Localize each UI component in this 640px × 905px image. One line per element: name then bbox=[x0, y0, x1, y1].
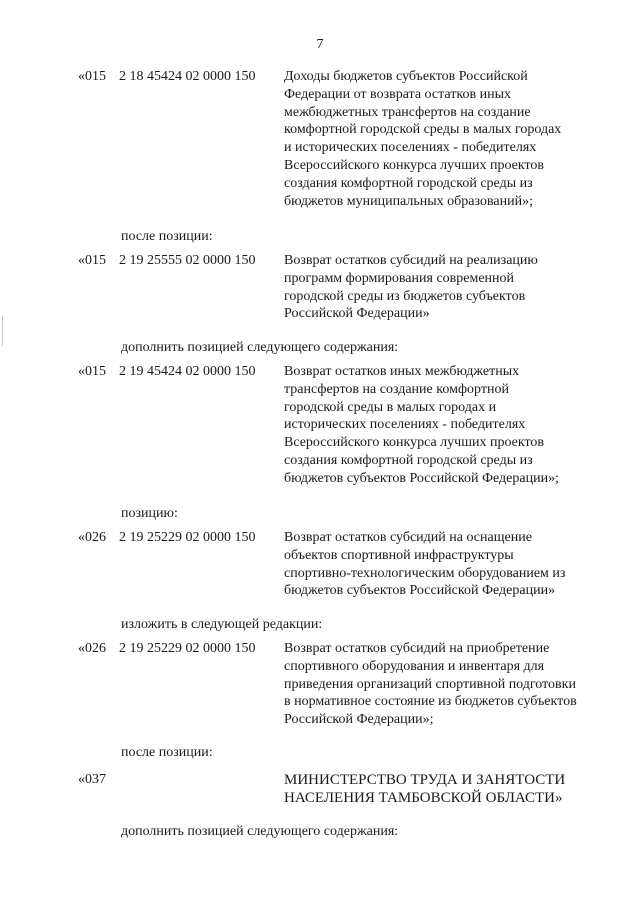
amendment-instruction: дополнить позицией следующего содержания: bbox=[121, 340, 399, 355]
page-number: 7 bbox=[316, 37, 324, 52]
description-line: спортивно-технологическим оборудованием из bbox=[284, 565, 566, 581]
classification-code: 2 19 45424 02 0000 150 bbox=[119, 364, 256, 379]
heading-line: НАСЕЛЕНИЯ ТАМБОВСКОЙ ОБЛАСТИ» bbox=[284, 790, 563, 806]
entry-description bbox=[284, 640, 602, 729]
description-line: программ формирования современной bbox=[284, 270, 515, 286]
chapter-code: «026 bbox=[78, 641, 106, 656]
left-margin-mark bbox=[2, 316, 3, 346]
description-line: Всероссийского конкурса лучших проектов bbox=[284, 435, 545, 451]
description-line: бюджетов муниципальных образований»; bbox=[284, 193, 533, 209]
description-line: бюджетов субъектов Российской Федерации» bbox=[284, 583, 556, 599]
description-line: городской среды в малых городах и bbox=[284, 399, 497, 415]
entry-description bbox=[284, 68, 602, 210]
description-line: в нормативное состояние из бюджетов субъектов bbox=[284, 694, 577, 710]
description-line: Российской Федерации»; bbox=[284, 712, 434, 728]
entry-description bbox=[284, 529, 602, 600]
chapter-code: «026 bbox=[78, 530, 106, 545]
description-line: спортивного оборудования и инвентаря для bbox=[284, 658, 545, 674]
description-line: и исторических поселениях - победителях bbox=[284, 140, 537, 156]
description-line: Российской Федерации» bbox=[284, 306, 430, 322]
amendment-instruction: изложить в следующей редакции: bbox=[121, 617, 323, 632]
amendment-instruction: после позиции: bbox=[121, 745, 213, 760]
description-line: трансфертов на создание комфортной bbox=[284, 381, 509, 397]
description-line: создания комфортной городской среды из bbox=[284, 175, 533, 191]
ministry-heading bbox=[284, 771, 602, 807]
description-line: объектов спортивной инфраструктуры bbox=[284, 547, 514, 563]
description-line: комфортной городской среды в малых городах bbox=[284, 122, 562, 138]
chapter-code: «015 bbox=[78, 69, 106, 84]
chapter-code: «037 bbox=[78, 772, 106, 787]
chapter-code: «015 bbox=[78, 364, 106, 379]
classification-code: 2 18 45424 02 0000 150 bbox=[119, 69, 256, 84]
description-line: Возврат остатков субсидий на приобретение bbox=[284, 641, 550, 656]
description-line: Федерации от возврата остатков иных bbox=[284, 86, 511, 102]
description-line: Возврат остатков субсидий на оснащение bbox=[284, 530, 532, 545]
heading-line: МИНИСТЕРСТВО ТРУДА И ЗАНЯТОСТИ bbox=[284, 772, 566, 788]
classification-code: 2 19 25229 02 0000 150 bbox=[119, 530, 256, 545]
classification-code: 2 19 25555 02 0000 150 bbox=[119, 253, 256, 268]
classification-code: 2 19 25229 02 0000 150 bbox=[119, 641, 256, 656]
description-line: исторических поселениях - победителях bbox=[284, 417, 526, 433]
description-line: Возврат остатков субсидий на реализацию bbox=[284, 253, 538, 268]
description-line: Доходы бюджетов субъектов Российской bbox=[284, 69, 528, 84]
description-line: межбюджетных трансфертов на создание bbox=[284, 104, 531, 120]
description-line: Всероссийского конкурса лучших проектов bbox=[284, 157, 545, 173]
description-line: городской среды из бюджетов субъектов bbox=[284, 288, 526, 304]
entry-description bbox=[284, 252, 602, 323]
chapter-code: «015 bbox=[78, 253, 106, 268]
description-line: Возврат остатков иных межбюджетных bbox=[284, 364, 520, 379]
entry-description bbox=[284, 363, 602, 488]
amendment-instruction: после позиции: bbox=[121, 229, 213, 244]
description-line: приведения организаций спортивной подготовки bbox=[284, 676, 576, 692]
amendment-instruction: дополнить позицией следующего содержания: bbox=[121, 824, 399, 839]
description-line: создания комфортной городской среды из bbox=[284, 452, 533, 468]
amendment-instruction: позицию: bbox=[121, 506, 178, 521]
description-line: бюджетов субъектов Российской Федерации»; bbox=[284, 470, 559, 486]
